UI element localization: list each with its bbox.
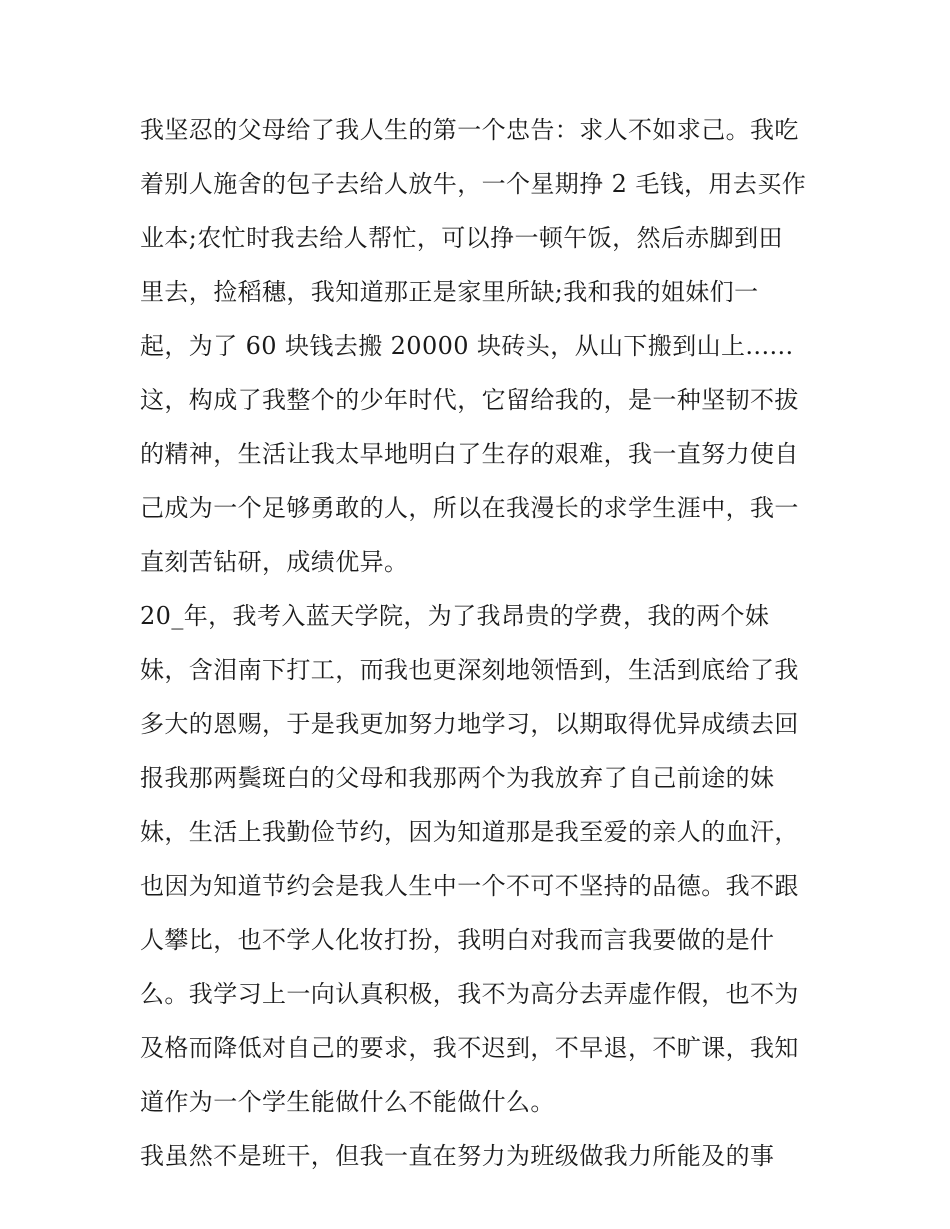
text-line: 妹，含泪南下打工，而我也更深刻地领悟到，生活到底给了我 bbox=[140, 656, 799, 684]
text-line: 我坚忍的父母给了我人生的第一个忠告：求人不如求己。我吃 bbox=[140, 116, 799, 144]
text-line: 么。我学习上一向认真积极，我不为高分去弄虚作假，也不为 bbox=[140, 980, 799, 1008]
text-line: 业本;农忙时我去给人帮忙，可以挣一顿午饭，然后赤脚到田 bbox=[140, 224, 783, 252]
text-line: 的精神，生活让我太早地明白了生存的艰难，我一直努力使自 bbox=[140, 440, 799, 468]
text-line: 人攀比，也不学人化妆打扮，我明白对我而言我要做的是什 bbox=[140, 926, 775, 954]
text-line: 己成为一个足够勇敢的人，所以在我漫长的求学生涯中，我一 bbox=[140, 494, 799, 522]
text-line: 起，为了 60 块钱去搬 20000 块砖头，从山下搬到山上...... bbox=[140, 332, 794, 360]
text-line: 20_年，我考入蓝天学院，为了我昂贵的学费，我的两个妹 bbox=[140, 602, 770, 630]
text-line: 多大的恩赐，于是我更加努力地学习，以期取得优异成绩去回 bbox=[140, 710, 799, 738]
text-line: 里去，捡稻穗，我知道那正是家里所缺;我和我的姐妹们一 bbox=[140, 278, 759, 306]
body-text bbox=[140, 103, 820, 1183]
text-line: 及格而降低对自己的要求，我不迟到，不早退，不旷课，我知 bbox=[140, 1034, 799, 1062]
text-line: 也因为知道节约会是我人生中一个不可不坚持的品德。我不跟 bbox=[140, 872, 799, 900]
text-line: 我虽然不是班干，但我一直在努力为班级做我力所能及的事 bbox=[140, 1142, 775, 1170]
text-line: 着别人施舍的包子去给人放牛，一个星期挣 2 毛钱，用去买作 bbox=[140, 170, 807, 198]
text-line: 道作为一个学生能做什么不能做什么。 bbox=[140, 1088, 555, 1116]
text-line: 这，构成了我整个的少年时代，它留给我的，是一种坚韧不拔 bbox=[140, 386, 799, 414]
text-line: 报我那两鬓斑白的父母和我那两个为我放弃了自己前途的妹 bbox=[140, 764, 775, 792]
text-line: 妹，生活上我勤俭节约，因为知道那是我至爱的亲人的血汗， bbox=[140, 818, 799, 846]
text-line: 直刻苦钻研，成绩优异。 bbox=[140, 548, 409, 576]
